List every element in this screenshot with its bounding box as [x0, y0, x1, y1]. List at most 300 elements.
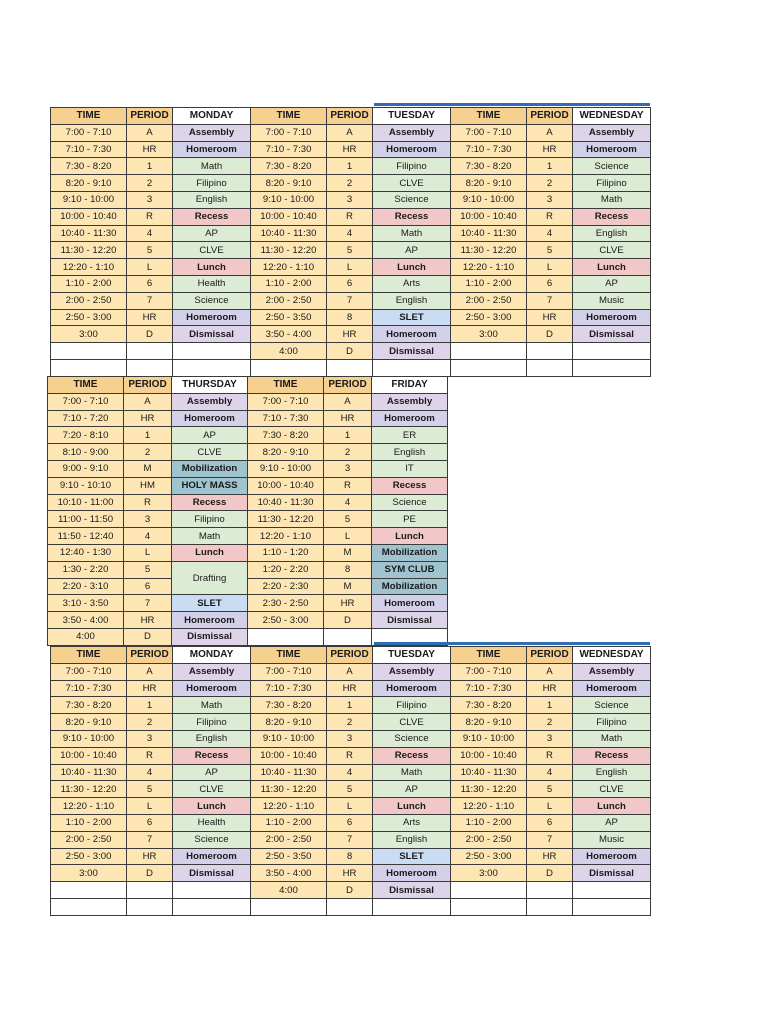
subject-cell: AP	[573, 275, 651, 292]
subject-cell: English	[173, 191, 251, 208]
period-cell: 3	[127, 191, 173, 208]
schedule-row	[48, 544, 448, 561]
time-cell: 4:00	[251, 882, 327, 899]
time-cell: 2:50 - 3:00	[451, 309, 527, 326]
period-cell	[527, 343, 573, 360]
period-cell: 2	[527, 714, 573, 731]
time-cell: 10:40 - 11:30	[451, 764, 527, 781]
period-header: PERIOD	[124, 377, 172, 394]
subject-cell: Dismissal	[373, 343, 451, 360]
period-cell: 4	[124, 528, 172, 545]
period-cell: M	[324, 578, 372, 595]
day-header-friday: FRIDAY	[372, 377, 448, 394]
schedule-row	[51, 225, 651, 242]
schedule-row	[51, 175, 651, 192]
time-cell: 10:00 - 10:40	[51, 747, 127, 764]
subject-cell: Filipino	[373, 158, 451, 175]
subject-cell: Mobilization	[172, 460, 248, 477]
subject-cell: Science	[372, 494, 448, 511]
period-cell: 6	[527, 814, 573, 831]
time-cell: 3:00	[51, 865, 127, 882]
subject-cell: Math	[172, 528, 248, 545]
time-cell: 2:00 - 2:50	[51, 292, 127, 309]
subject-cell	[573, 898, 651, 915]
subject-cell: Lunch	[573, 798, 651, 815]
period-cell: D	[527, 326, 573, 343]
subject-cell: Filipino	[573, 175, 651, 192]
period-cell: 1	[127, 158, 173, 175]
period-cell	[327, 359, 373, 376]
time-cell: 8:10 - 9:00	[48, 444, 124, 461]
time-cell	[51, 882, 127, 899]
time-cell: 9:00 - 9:10	[48, 460, 124, 477]
period-cell: 7	[327, 292, 373, 309]
period-cell: L	[527, 798, 573, 815]
time-cell: 1:10 - 2:00	[251, 814, 327, 831]
subject-cell: CLVE	[173, 242, 251, 259]
period-header: PERIOD	[527, 108, 573, 125]
period-cell: HR	[527, 141, 573, 158]
time-cell: 7:10 - 7:30	[451, 680, 527, 697]
subject-cell: SLET	[172, 595, 248, 612]
period-cell: 5	[527, 242, 573, 259]
period-cell: 7	[527, 292, 573, 309]
subject-cell: Recess	[573, 747, 651, 764]
subject-cell: Lunch	[172, 544, 248, 561]
subject-cell: Science	[173, 292, 251, 309]
subject-cell: Recess	[172, 494, 248, 511]
period-cell: R	[127, 208, 173, 225]
schedule-row	[51, 309, 651, 326]
period-cell: HR	[124, 612, 172, 629]
period-cell: 4	[324, 494, 372, 511]
time-cell: 10:00 - 10:40	[451, 208, 527, 225]
subject-cell	[373, 898, 451, 915]
time-header: TIME	[251, 647, 327, 664]
schedule-row	[51, 292, 651, 309]
period-cell	[324, 628, 372, 645]
time-cell: 7:30 - 8:20	[248, 427, 324, 444]
subject-cell: Homeroom	[373, 680, 451, 697]
subject-cell: Homeroom	[173, 680, 251, 697]
schedule-table-top	[50, 107, 651, 377]
time-cell: 10:00 - 10:40	[251, 747, 327, 764]
subject-cell: Health	[173, 814, 251, 831]
time-cell: 2:50 - 3:00	[51, 848, 127, 865]
schedule-row	[51, 663, 651, 680]
time-cell: 8:20 - 9:10	[51, 714, 127, 731]
subject-cell: Homeroom	[573, 141, 651, 158]
time-cell: 12:20 - 1:10	[51, 798, 127, 815]
subject-cell: Science	[573, 697, 651, 714]
subject-cell: Science	[373, 730, 451, 747]
subject-cell: Recess	[372, 477, 448, 494]
period-cell: 5	[124, 561, 172, 578]
period-cell: 3	[527, 730, 573, 747]
time-cell: 11:30 - 12:20	[251, 781, 327, 798]
period-cell: L	[127, 259, 173, 276]
schedule-row	[51, 275, 651, 292]
time-cell: 2:50 - 3:00	[451, 848, 527, 865]
period-cell: 4	[127, 225, 173, 242]
schedule-row	[51, 865, 651, 882]
period-cell: D	[124, 628, 172, 645]
time-cell: 2:00 - 2:50	[51, 831, 127, 848]
schedule-row	[51, 680, 651, 697]
subject-cell: English	[373, 831, 451, 848]
period-cell: 1	[124, 427, 172, 444]
schedule-row	[51, 764, 651, 781]
schedule-row	[48, 444, 448, 461]
period-cell: 3	[324, 460, 372, 477]
time-header: TIME	[51, 647, 127, 664]
time-cell: 8:20 - 9:10	[51, 175, 127, 192]
day-header-monday: MONDAY	[173, 108, 251, 125]
schedule-row	[48, 477, 448, 494]
time-header: TIME	[248, 377, 324, 394]
period-cell: 6	[527, 275, 573, 292]
period-cell: 7	[327, 831, 373, 848]
time-cell: 8:20 - 9:10	[451, 714, 527, 731]
subject-cell: SYM CLUB	[372, 561, 448, 578]
period-cell: R	[327, 208, 373, 225]
period-cell: HR	[327, 865, 373, 882]
period-header: PERIOD	[127, 108, 173, 125]
period-cell: 8	[324, 561, 372, 578]
schedule-row	[51, 798, 651, 815]
schedule-row	[51, 848, 651, 865]
schedule-row	[51, 831, 651, 848]
schedule-row	[48, 561, 448, 578]
period-cell: L	[527, 259, 573, 276]
subject-cell: Mobilization	[372, 544, 448, 561]
time-cell: 3:00	[451, 865, 527, 882]
period-cell: D	[327, 882, 373, 899]
time-cell	[248, 628, 324, 645]
period-cell: 5	[327, 242, 373, 259]
subject-cell: Homeroom	[172, 410, 248, 427]
schedule-row	[51, 730, 651, 747]
period-cell: 6	[127, 275, 173, 292]
period-cell	[127, 898, 173, 915]
period-cell: 1	[527, 158, 573, 175]
schedule-row	[51, 208, 651, 225]
subject-cell: Lunch	[173, 259, 251, 276]
period-cell: 2	[324, 444, 372, 461]
time-cell: 7:00 - 7:10	[251, 124, 327, 141]
top-accent-bar	[374, 103, 650, 106]
subject-cell: Assembly	[372, 393, 448, 410]
time-cell: 7:10 - 7:30	[251, 141, 327, 158]
subject-cell: Homeroom	[372, 595, 448, 612]
time-cell: 7:10 - 7:30	[451, 141, 527, 158]
subject-cell: Dismissal	[573, 326, 651, 343]
subject-cell: Math	[573, 191, 651, 208]
time-cell: 11:50 - 12:40	[48, 528, 124, 545]
time-cell: 9:10 - 10:00	[248, 460, 324, 477]
subject-cell: Filipino	[173, 714, 251, 731]
period-cell	[527, 882, 573, 899]
period-cell: HR	[127, 680, 173, 697]
subject-cell: AP	[172, 427, 248, 444]
time-cell: 3:00	[451, 326, 527, 343]
subject-cell: Drafting	[172, 561, 248, 595]
time-cell: 11:30 - 12:20	[251, 242, 327, 259]
time-cell: 9:10 - 10:10	[48, 477, 124, 494]
time-header: TIME	[251, 108, 327, 125]
period-cell: 2	[124, 444, 172, 461]
time-cell: 2:50 - 3:00	[51, 309, 127, 326]
schedule-row	[51, 191, 651, 208]
subject-cell: Music	[573, 831, 651, 848]
header-row	[48, 377, 448, 394]
subject-cell: English	[173, 730, 251, 747]
schedule-row	[51, 814, 651, 831]
subject-cell: AP	[373, 242, 451, 259]
period-cell: 4	[527, 225, 573, 242]
schedule-row	[51, 714, 651, 731]
period-cell: 6	[124, 578, 172, 595]
time-cell	[51, 343, 127, 360]
subject-cell: AP	[173, 764, 251, 781]
subject-cell: Arts	[373, 814, 451, 831]
period-cell: 1	[324, 427, 372, 444]
schedule-row	[48, 393, 448, 410]
period-cell: HR	[327, 326, 373, 343]
schedule-row	[51, 141, 651, 158]
subject-cell: CLVE	[373, 175, 451, 192]
schedule-row	[51, 697, 651, 714]
time-cell: 7:00 - 7:10	[248, 393, 324, 410]
subject-cell: Science	[173, 831, 251, 848]
header-row	[51, 647, 651, 664]
subject-cell: Arts	[373, 275, 451, 292]
period-cell	[527, 898, 573, 915]
time-cell: 8:20 - 9:10	[248, 444, 324, 461]
time-cell: 10:40 - 11:30	[451, 225, 527, 242]
time-cell: 12:20 - 1:10	[251, 259, 327, 276]
period-cell: 5	[527, 781, 573, 798]
time-cell	[251, 359, 327, 376]
schedule-row	[48, 410, 448, 427]
period-cell: 4	[527, 764, 573, 781]
time-cell: 7:00 - 7:10	[48, 393, 124, 410]
time-cell: 7:00 - 7:10	[451, 124, 527, 141]
subject-cell: ER	[372, 427, 448, 444]
subject-cell: AP	[573, 814, 651, 831]
time-cell: 3:50 - 4:00	[251, 326, 327, 343]
schedule-row	[48, 427, 448, 444]
subject-cell	[173, 359, 251, 376]
schedule-row	[48, 578, 448, 595]
subject-cell: Assembly	[173, 663, 251, 680]
time-cell: 2:00 - 2:50	[251, 292, 327, 309]
period-cell: 1	[527, 697, 573, 714]
period-cell: R	[127, 747, 173, 764]
period-cell: 1	[127, 697, 173, 714]
time-header: TIME	[451, 108, 527, 125]
period-cell: 5	[127, 242, 173, 259]
time-cell: 11:30 - 12:20	[451, 781, 527, 798]
subject-cell: Homeroom	[373, 141, 451, 158]
period-header: PERIOD	[324, 377, 372, 394]
subject-cell: Homeroom	[373, 865, 451, 882]
period-cell	[127, 359, 173, 376]
period-cell: 2	[527, 175, 573, 192]
time-cell: 9:10 - 10:00	[451, 191, 527, 208]
subject-cell: CLVE	[573, 781, 651, 798]
time-cell: 2:50 - 3:50	[251, 309, 327, 326]
period-cell: 7	[127, 831, 173, 848]
subject-cell: Dismissal	[172, 628, 248, 645]
subject-cell: Music	[573, 292, 651, 309]
period-header: PERIOD	[327, 647, 373, 664]
subject-cell: Lunch	[373, 259, 451, 276]
period-cell: 2	[327, 714, 373, 731]
subject-cell: Homeroom	[573, 848, 651, 865]
time-cell: 9:10 - 10:00	[251, 191, 327, 208]
time-header: TIME	[48, 377, 124, 394]
subject-cell: Math	[573, 730, 651, 747]
subject-cell: Recess	[573, 208, 651, 225]
time-cell: 12:20 - 1:10	[248, 528, 324, 545]
time-cell	[451, 898, 527, 915]
subject-cell	[573, 343, 651, 360]
period-cell: HR	[327, 680, 373, 697]
day-header-monday: MONDAY	[173, 647, 251, 664]
time-cell: 9:10 - 10:00	[251, 730, 327, 747]
subject-cell: AP	[373, 781, 451, 798]
schedule-row	[48, 511, 448, 528]
period-cell: 8	[327, 848, 373, 865]
period-cell: A	[124, 393, 172, 410]
time-cell	[451, 343, 527, 360]
period-cell: 4	[327, 764, 373, 781]
time-cell: 3:10 - 3:50	[48, 595, 124, 612]
period-cell: HR	[527, 848, 573, 865]
period-cell: HR	[127, 141, 173, 158]
schedule-row	[48, 528, 448, 545]
time-cell: 7:10 - 7:30	[251, 680, 327, 697]
schedule-row	[51, 124, 651, 141]
subject-cell: CLVE	[172, 444, 248, 461]
period-cell: R	[327, 747, 373, 764]
time-cell	[51, 359, 127, 376]
subject-cell: CLVE	[173, 781, 251, 798]
time-cell: 1:10 - 2:00	[451, 814, 527, 831]
period-cell: 5	[127, 781, 173, 798]
time-cell: 10:00 - 10:40	[251, 208, 327, 225]
subject-cell: Homeroom	[172, 612, 248, 629]
schedule-table-bottom	[50, 646, 651, 916]
period-cell: 2	[127, 714, 173, 731]
period-cell: 2	[127, 175, 173, 192]
period-cell: L	[324, 528, 372, 545]
time-cell: 12:20 - 1:10	[451, 259, 527, 276]
subject-cell: Homeroom	[573, 309, 651, 326]
period-cell: M	[324, 544, 372, 561]
period-cell: 6	[327, 275, 373, 292]
schedule-row	[51, 898, 651, 915]
time-cell: 1:10 - 2:00	[51, 275, 127, 292]
time-cell	[51, 898, 127, 915]
period-cell: M	[124, 460, 172, 477]
time-cell: 10:00 - 10:40	[451, 747, 527, 764]
time-cell: 12:40 - 1:30	[48, 544, 124, 561]
subject-cell: Homeroom	[573, 680, 651, 697]
subject-cell: Assembly	[173, 124, 251, 141]
subject-cell: Dismissal	[372, 612, 448, 629]
period-cell: HR	[127, 309, 173, 326]
subject-cell: Dismissal	[173, 865, 251, 882]
period-cell: D	[324, 612, 372, 629]
time-cell: 7:00 - 7:10	[51, 124, 127, 141]
time-cell: 2:00 - 2:50	[451, 831, 527, 848]
subject-cell: English	[373, 292, 451, 309]
period-cell: R	[527, 747, 573, 764]
subject-cell: Homeroom	[373, 326, 451, 343]
schedule-row	[51, 359, 651, 376]
period-cell	[127, 343, 173, 360]
schedule-row	[48, 494, 448, 511]
time-cell: 7:10 - 7:20	[48, 410, 124, 427]
period-cell: HR	[124, 410, 172, 427]
period-cell: 7	[124, 595, 172, 612]
period-cell	[527, 359, 573, 376]
time-cell: 1:30 - 2:20	[48, 561, 124, 578]
subject-cell: PE	[372, 511, 448, 528]
time-cell: 12:20 - 1:10	[451, 798, 527, 815]
period-cell: 3	[527, 191, 573, 208]
subject-cell: Filipino	[172, 511, 248, 528]
subject-cell	[573, 359, 651, 376]
subject-cell: Recess	[173, 208, 251, 225]
subject-cell: Lunch	[173, 798, 251, 815]
period-cell: R	[124, 494, 172, 511]
subject-cell: Math	[173, 697, 251, 714]
time-cell: 7:30 - 8:20	[451, 158, 527, 175]
subject-cell: Recess	[373, 208, 451, 225]
period-cell: 3	[124, 511, 172, 528]
schedule-row	[51, 259, 651, 276]
subject-cell: Assembly	[172, 393, 248, 410]
period-cell: HR	[527, 680, 573, 697]
time-cell: 2:20 - 3:10	[48, 578, 124, 595]
subject-cell: CLVE	[373, 714, 451, 731]
subject-cell: Dismissal	[173, 326, 251, 343]
period-cell: L	[124, 544, 172, 561]
time-cell: 9:10 - 10:00	[451, 730, 527, 747]
period-cell: 6	[127, 814, 173, 831]
period-cell: A	[127, 124, 173, 141]
subject-cell: Homeroom	[173, 141, 251, 158]
time-header: TIME	[451, 647, 527, 664]
time-cell: 7:10 - 7:30	[248, 410, 324, 427]
period-cell: D	[527, 865, 573, 882]
period-cell	[127, 882, 173, 899]
subject-cell: Dismissal	[573, 865, 651, 882]
time-cell: 10:00 - 10:40	[248, 477, 324, 494]
time-cell: 1:20 - 2:20	[248, 561, 324, 578]
subject-cell: Lunch	[573, 259, 651, 276]
subject-cell	[173, 882, 251, 899]
period-cell: 3	[327, 730, 373, 747]
subject-cell: Math	[373, 764, 451, 781]
time-cell: 10:40 - 11:30	[251, 764, 327, 781]
time-cell: 4:00	[251, 343, 327, 360]
time-cell: 12:20 - 1:10	[51, 259, 127, 276]
time-cell: 7:30 - 8:20	[251, 697, 327, 714]
